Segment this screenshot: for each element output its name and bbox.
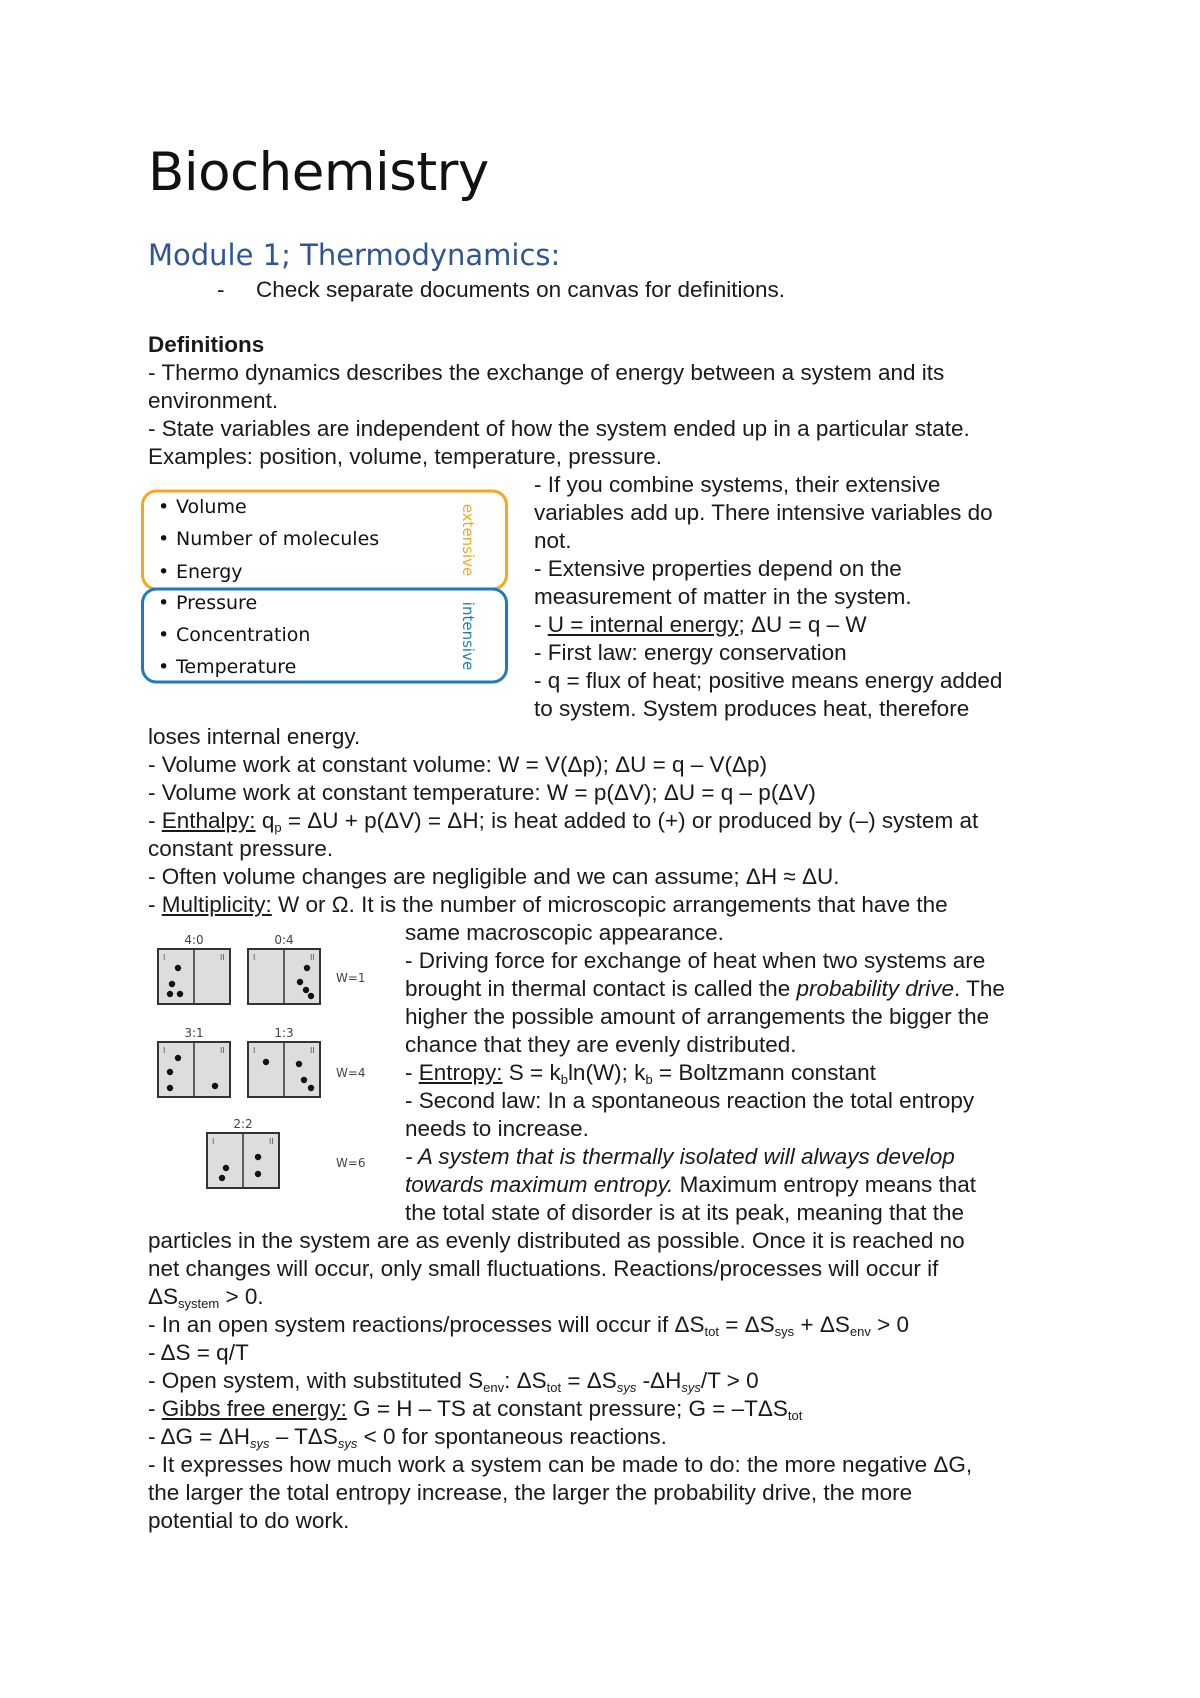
text-line: to system. System produces heat, therefore <box>534 696 970 721</box>
text-line: constant pressure. <box>148 836 334 861</box>
substituted-env-line: - Open system, with substituted $S_{env}$: $\Delta S_{tot} = \Delta S_{sys}$ $-\Delta H_{sys}/T > 0$ <box>148 1368 759 1395</box>
svg-text:I: I <box>212 1137 215 1146</box>
svg-text:II: II <box>310 1046 315 1055</box>
intensive-item-concentration: Concentration <box>176 624 311 646</box>
text-line: the larger the total entropy increase, the larger the probability drive, the more <box>148 1480 913 1505</box>
svg-text:II: II <box>310 953 315 962</box>
text-line: - q = flux of heat; positive means energy added <box>534 668 1003 693</box>
extensive-item-energy: Energy <box>176 561 243 583</box>
text-line: particles in the system are as evenly distributed as possible. Once it is reached no <box>148 1228 965 1253</box>
module-heading: Module 1; Thermodynamics: <box>148 238 561 272</box>
text-line: - Driving force for exchange of heat when two systems are <box>405 948 986 973</box>
multiplicity-line: - Multiplicity: W or Ω. It is the number of microscopic arrangements that have the <box>148 892 948 917</box>
text-line: variables add up. There intensive variables do <box>534 500 993 525</box>
delta-s-system-line: $\Delta S_{system} > 0$. <box>148 1284 264 1311</box>
intensive-item-pressure: Pressure <box>176 592 258 614</box>
text-line: - Extensive properties depend on the <box>534 556 902 581</box>
multiplicity-value-label: W=6 <box>336 1156 366 1170</box>
text-line: the total state of disorder is at its peak, meaning that the <box>405 1200 965 1225</box>
document-title: Biochemistry <box>148 142 489 203</box>
text-line: chance that they are evenly distributed. <box>405 1032 797 1057</box>
text-line: environment. <box>148 388 279 413</box>
text-line: loses internal energy. <box>148 724 361 749</box>
arrangement-label: 2:2 <box>233 1117 253 1131</box>
extensive-bullet: • <box>158 561 170 583</box>
delta-g-line: - $\Delta G = \Delta H_{sys} - T\Delta S_{sys} < 0$ for spontaneous reactions. <box>148 1424 667 1451</box>
arrangement-label: 3:1 <box>184 1026 204 1040</box>
text-line: - State variables are independent of how the system ended up in a particular state. <box>148 416 970 441</box>
text-line: - Volume work at constant volume: W = V(Δp); ΔU = q – V(Δp) <box>148 752 768 777</box>
text-line: same macroscopic appearance. <box>405 920 724 945</box>
arrangement-label: 4:0 <box>184 933 204 947</box>
text-line: - Thermo dynamics describes the exchange of energy between a system and its <box>148 360 945 385</box>
gibbs-line: - Gibbs free energy: G = H – TS at constant pressure; $G = -T\Delta S_{tot}$ <box>148 1396 803 1423</box>
text-line: - ΔS = q/T <box>148 1340 249 1365</box>
text-line: - Second law: In a spontaneous reaction the total entropy <box>405 1088 975 1113</box>
text-line: needs to increase. <box>405 1116 589 1141</box>
internal-energy-line: - U = internal energy; ΔU = q – W <box>534 612 867 637</box>
probability-drive-line: brought in thermal contact is called the probability drive. The <box>405 976 1005 1001</box>
extensive-label: extensive <box>459 503 477 577</box>
multiplicity-value-label: W=1 <box>336 971 366 985</box>
svg-text:I: I <box>253 953 256 962</box>
extensive-item-volume: Volume <box>176 496 247 518</box>
max-entropy-line: towards maximum entropy. Maximum entropy means that <box>405 1172 977 1197</box>
text-line: Examples: position, volume, temperature, pressure. <box>148 444 662 469</box>
intensive-bullet: • <box>158 624 170 646</box>
svg-text:I: I <box>253 1046 256 1055</box>
text-line: - A system that is thermally isolated will always develop <box>405 1144 955 1169</box>
text-line: - Often volume changes are negligible and we can assume; ΔH ≈ ΔU. <box>148 864 840 889</box>
text-line: - Volume work at constant temperature: W = p(ΔV); ΔU = q – p(ΔV) <box>148 780 816 805</box>
extensive-bullet: • <box>158 496 170 518</box>
arrangement-label: 0:4 <box>274 933 294 947</box>
text-line: measurement of matter in the system. <box>534 584 912 609</box>
multiplicity-value-label: W=4 <box>336 1066 366 1080</box>
intensive-bullet: • <box>158 592 170 614</box>
open-system-line: - In an open system reactions/processes will occur if $\Delta S_{tot} = \Delta S_{sys} + \Delta S_{env} > 0$ <box>148 1312 909 1339</box>
multiplicity-figure <box>154 932 390 1210</box>
canvas-note: - Check separate documents on canvas for definitions. <box>217 277 786 302</box>
arrangement-label: 1:3 <box>274 1026 294 1040</box>
enthalpy-line: - Enthalpy: $q_p = \Delta U + p(\Delta V) = \Delta H$; is heat added to (+) or produced by (–) system at <box>148 808 979 835</box>
extensive-item-molecules: Number of molecules <box>176 528 380 550</box>
text-line: - If you combine systems, their extensive <box>534 472 941 497</box>
entropy-line: - Entropy: $S = k_b\ln(W)$; $k_b$ = Boltzmann constant <box>405 1060 876 1087</box>
state-variables-figure <box>141 470 511 688</box>
intensive-label: intensive <box>459 601 477 671</box>
svg-text:I: I <box>163 1046 166 1055</box>
intensive-item-temperature: Temperature <box>176 656 297 678</box>
svg-text:II: II <box>220 1046 225 1055</box>
svg-text:II: II <box>220 953 225 962</box>
intensive-bullet: • <box>158 656 170 678</box>
text-line: - First law: energy conservation <box>534 640 847 665</box>
text-line: not. <box>534 528 572 553</box>
definitions-heading: Definitions <box>148 332 265 357</box>
svg-text:I: I <box>163 953 166 962</box>
extensive-bullet: • <box>158 528 170 550</box>
text-line: higher the possible amount of arrangements the bigger the <box>405 1004 990 1029</box>
svg-text:II: II <box>269 1137 274 1146</box>
text-line: - It expresses how much work a system can be made to do: the more negative ΔG, <box>148 1452 973 1477</box>
text-line: net changes will occur, only small fluctuations. Reactions/processes will occur if <box>148 1256 939 1281</box>
text-line: potential to do work. <box>148 1508 350 1533</box>
